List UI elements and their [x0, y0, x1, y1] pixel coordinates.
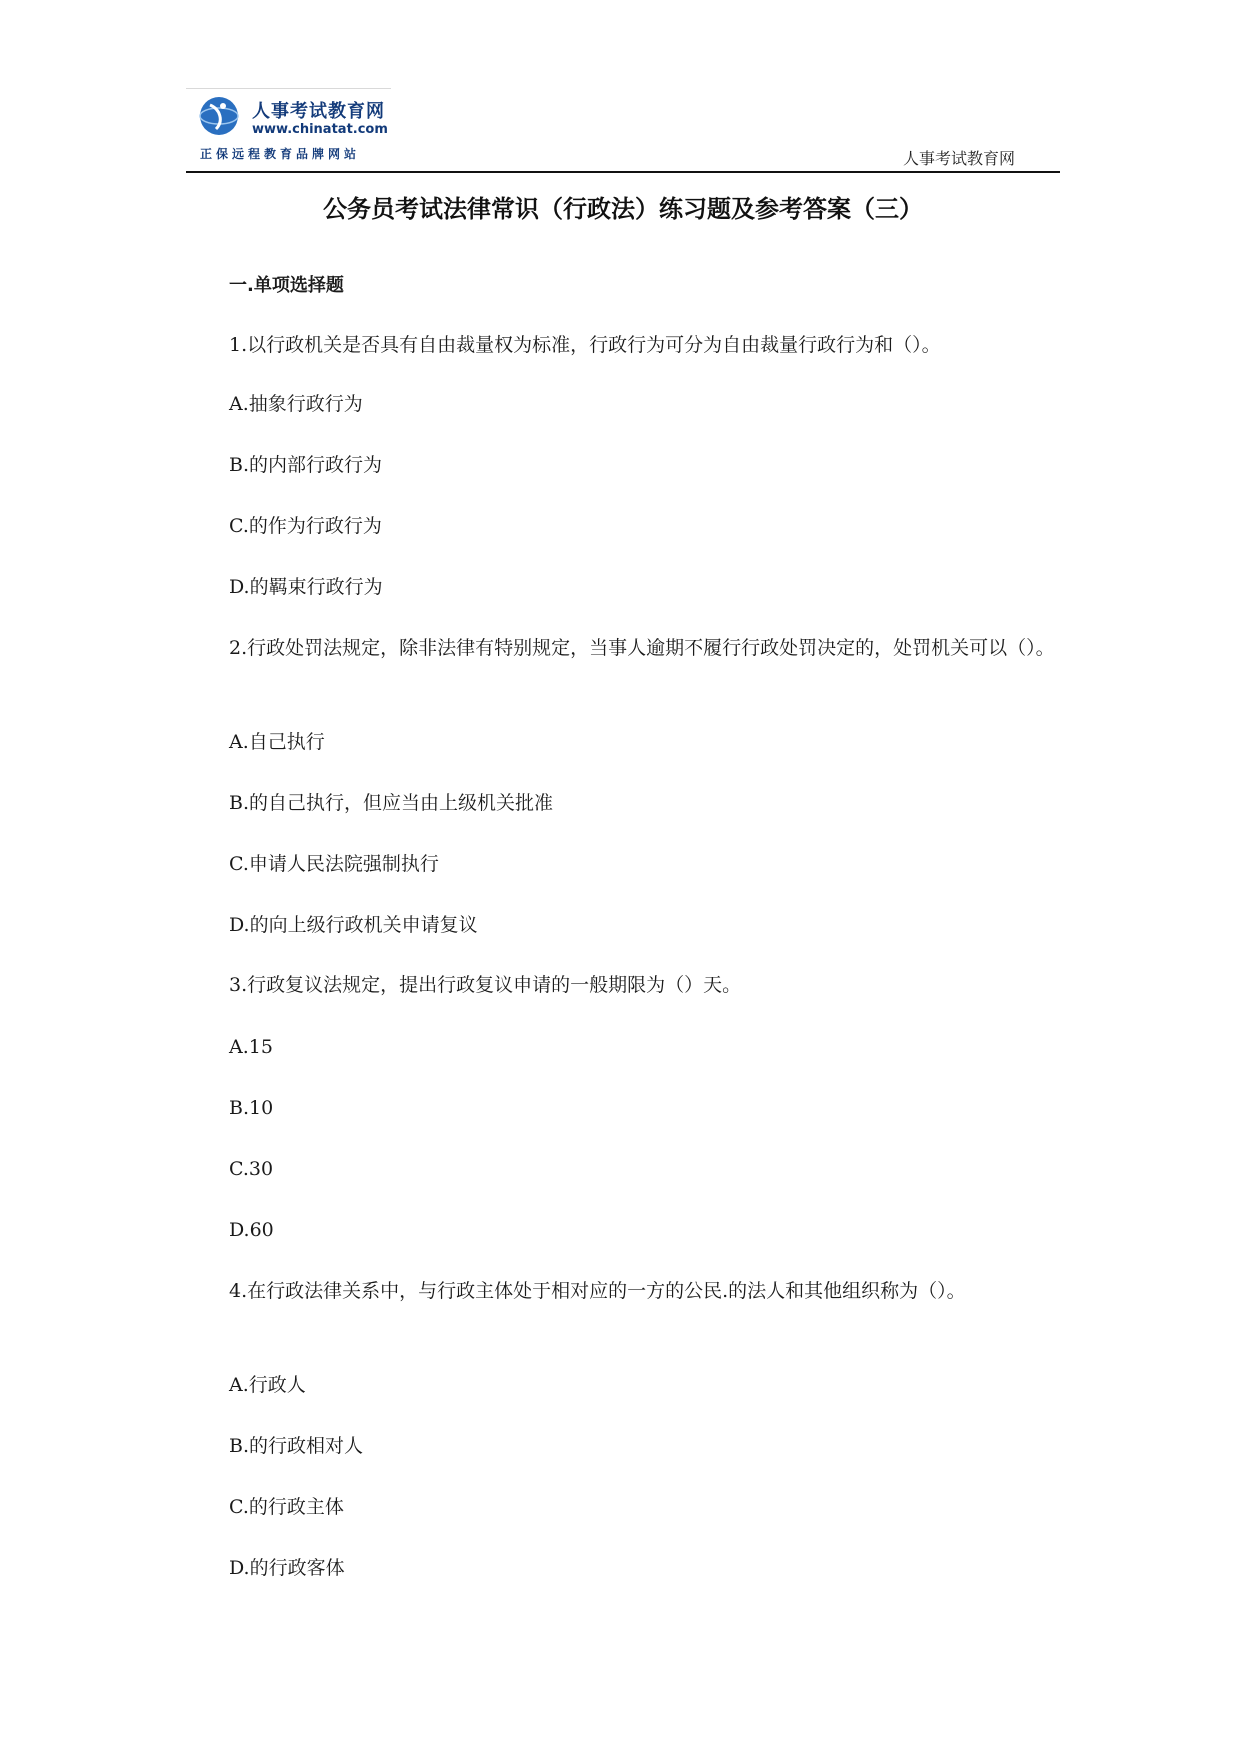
question-3-stem: 3.行政复议法规定，提出行政复议申请的一般期限为（）天。: [229, 974, 742, 996]
header-divider: [186, 171, 1060, 173]
question-4-stem: 4.在行政法律关系中，与行政主体处于相对应的一方的公民.的法人和其他组织称为（）。: [229, 1280, 966, 1302]
logo-slogan: 正保远程教育品牌网站: [200, 147, 361, 161]
header-site-name: 人事考试教育网: [902, 149, 1015, 168]
site-logo: [186, 88, 391, 167]
logo-url: www.chinatat.com: [252, 122, 388, 137]
logo-name: 人事考试教育网: [252, 101, 385, 122]
question-3-option-d: D.60: [229, 1219, 274, 1241]
question-4-option-b: B.的行政相对人: [229, 1435, 364, 1457]
question-1-option-a: A.抽象行政行为: [229, 393, 363, 415]
question-1-stem: 1.以行政机关是否具有自由裁量权为标准，行政行为可分为自由裁量行政行为和（）。: [229, 334, 941, 356]
document-title: 公务员考试法律常识（行政法）练习题及参考答案（三）: [323, 195, 923, 223]
question-4-option-a: A.行政人: [229, 1374, 306, 1396]
question-1-option-c: C.的作为行政行为: [229, 515, 382, 537]
question-2-option-a: A.自己执行: [229, 731, 325, 753]
question-3-option-b: B.10: [229, 1097, 274, 1119]
question-1-option-b: B.的内部行政行为: [229, 454, 383, 476]
question-3-option-c: C.30: [229, 1158, 274, 1180]
question-2-option-b: B.的自己执行，但应当由上级机关批准: [229, 792, 554, 814]
section-heading: 一.单项选择题: [229, 275, 344, 296]
question-2-option-c: C.申请人民法院强制执行: [229, 853, 439, 875]
question-4-option-c: C.的行政主体: [229, 1496, 344, 1518]
question-3-option-a: A.15: [229, 1036, 273, 1058]
question-4-option-d: D.的行政客体: [229, 1557, 345, 1579]
question-1-option-d: D.的羁束行政行为: [229, 576, 383, 598]
question-2-stem: 2.行政处罚法规定，除非法律有特别规定，当事人逾期不履行行政处罚决定的，处罚机关可以（）。: [229, 637, 1055, 659]
question-2-option-d: D.的向上级行政机关申请复议: [229, 914, 478, 936]
globe-logo-icon: [198, 95, 240, 137]
